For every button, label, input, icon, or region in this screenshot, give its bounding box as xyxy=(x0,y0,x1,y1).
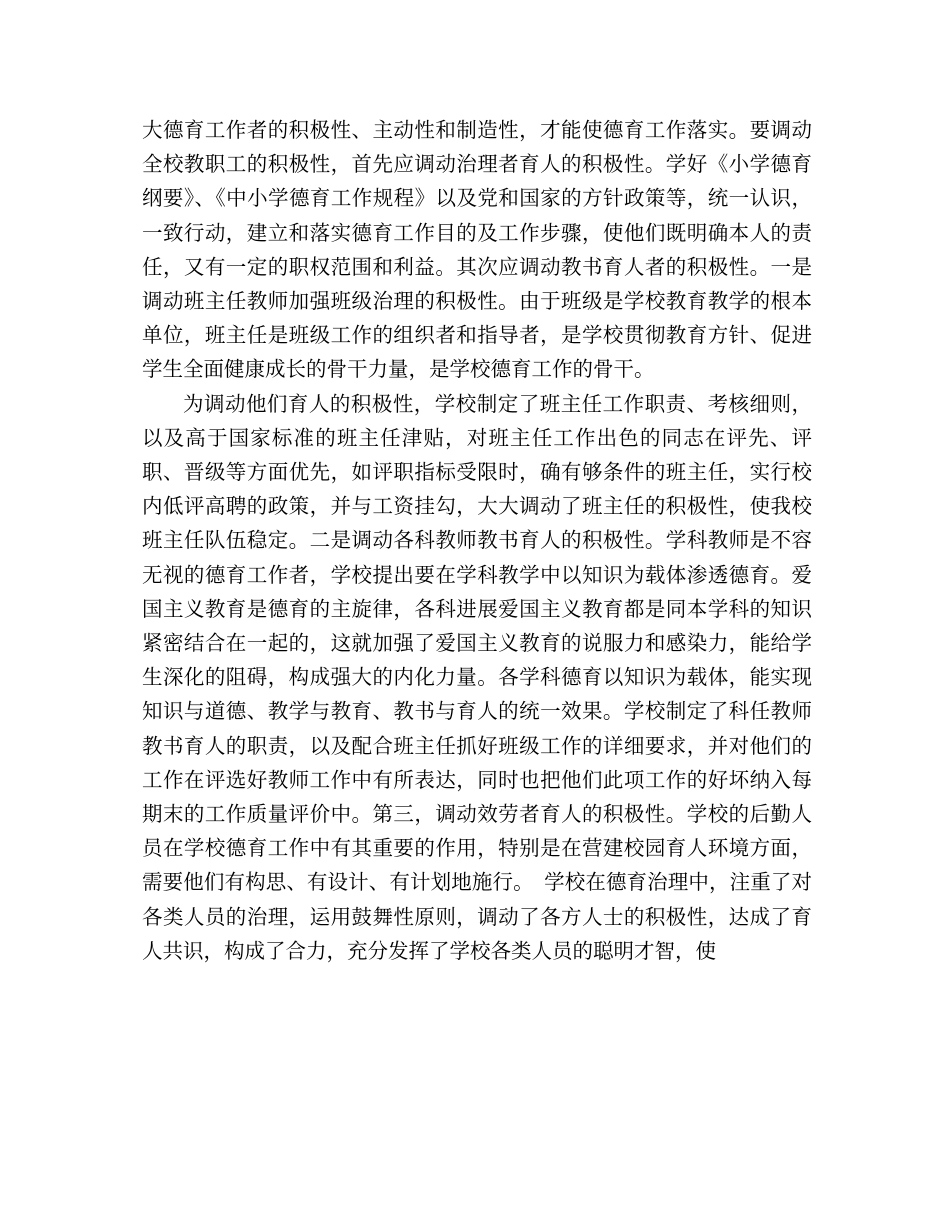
paragraph-1: 大德育工作者的积极性、主动性和制造性，才能使德育工作落实。要调动全校教职工的积极性，首先应调动治理者育人的积极性。学好《小学德育纲要》、《中小学德育工作规程》以及党和国家的方针政策等，统一认识，一致行动，建立和落实德育工作目的及工作步骤，使他们既明确本人的责任，又有一定的职权范围和利益。其次应调动教书育人者的积极性。一是调动班主任教师加强班级治理的积极性。由于班级是学校教育教学的根本单位，班主任是班级工作的组织者和指导者，是学校贯彻教育方针、促进学生全面健康成长的骨干力量，是学校德育工作的骨干。 xyxy=(142,118,812,382)
document-page xyxy=(142,113,812,968)
paragraph-2: 为调动他们育人的积极性，学校制定了班主任工作职责、考核细则，以及高于国家标准的班主任津贴，对班主任工作出色的同志在评先、评职、晋级等方面优先，如评职指标受限时，确有够条件的班主任，实行校内低评高聘的政策，并与工资挂勾，大大调动了班主任的积极性，使我校班主任队伍稳定。二是调动各科教师教书育人的积极性。学科教师是不容无视的德育工作者，学校提出要在学科教学中以知识为载体渗透德育。爱国主义教育是德育的主旋律，各科进展爱国主义教育都是同本学科的知识紧密结合在一起的，这就加强了爱国主义教育的说服力和感染力，能给学生深化的阻碍，构成强大的内化力量。各学科德育以知识为载体，能实现知识与道德、教学与教育、教书与育人的统一效果。学校制定了科任教师教书育人的职责，以及配合班主任抓好班级工作的详细要求，并对他们的工作在评选好教师工作中有所表达，同时也把他们此项工作的好坏纳入每期末的工作质量评价中。第三，调动效劳者育人的积极性。学校的后勤人员在学校德育工作中有其重要的作用，特别是在营建校园育人环境方面，需要他们有构思、有设计、有计划地施行。 学校在德育治理中，注重了对各类人员的治理，运用鼓舞性原则，调动了各方人士的积极性，达成了育人共识，构成了合力，充分发挥了学校各类人员的聪明才智，使 xyxy=(142,391,812,963)
